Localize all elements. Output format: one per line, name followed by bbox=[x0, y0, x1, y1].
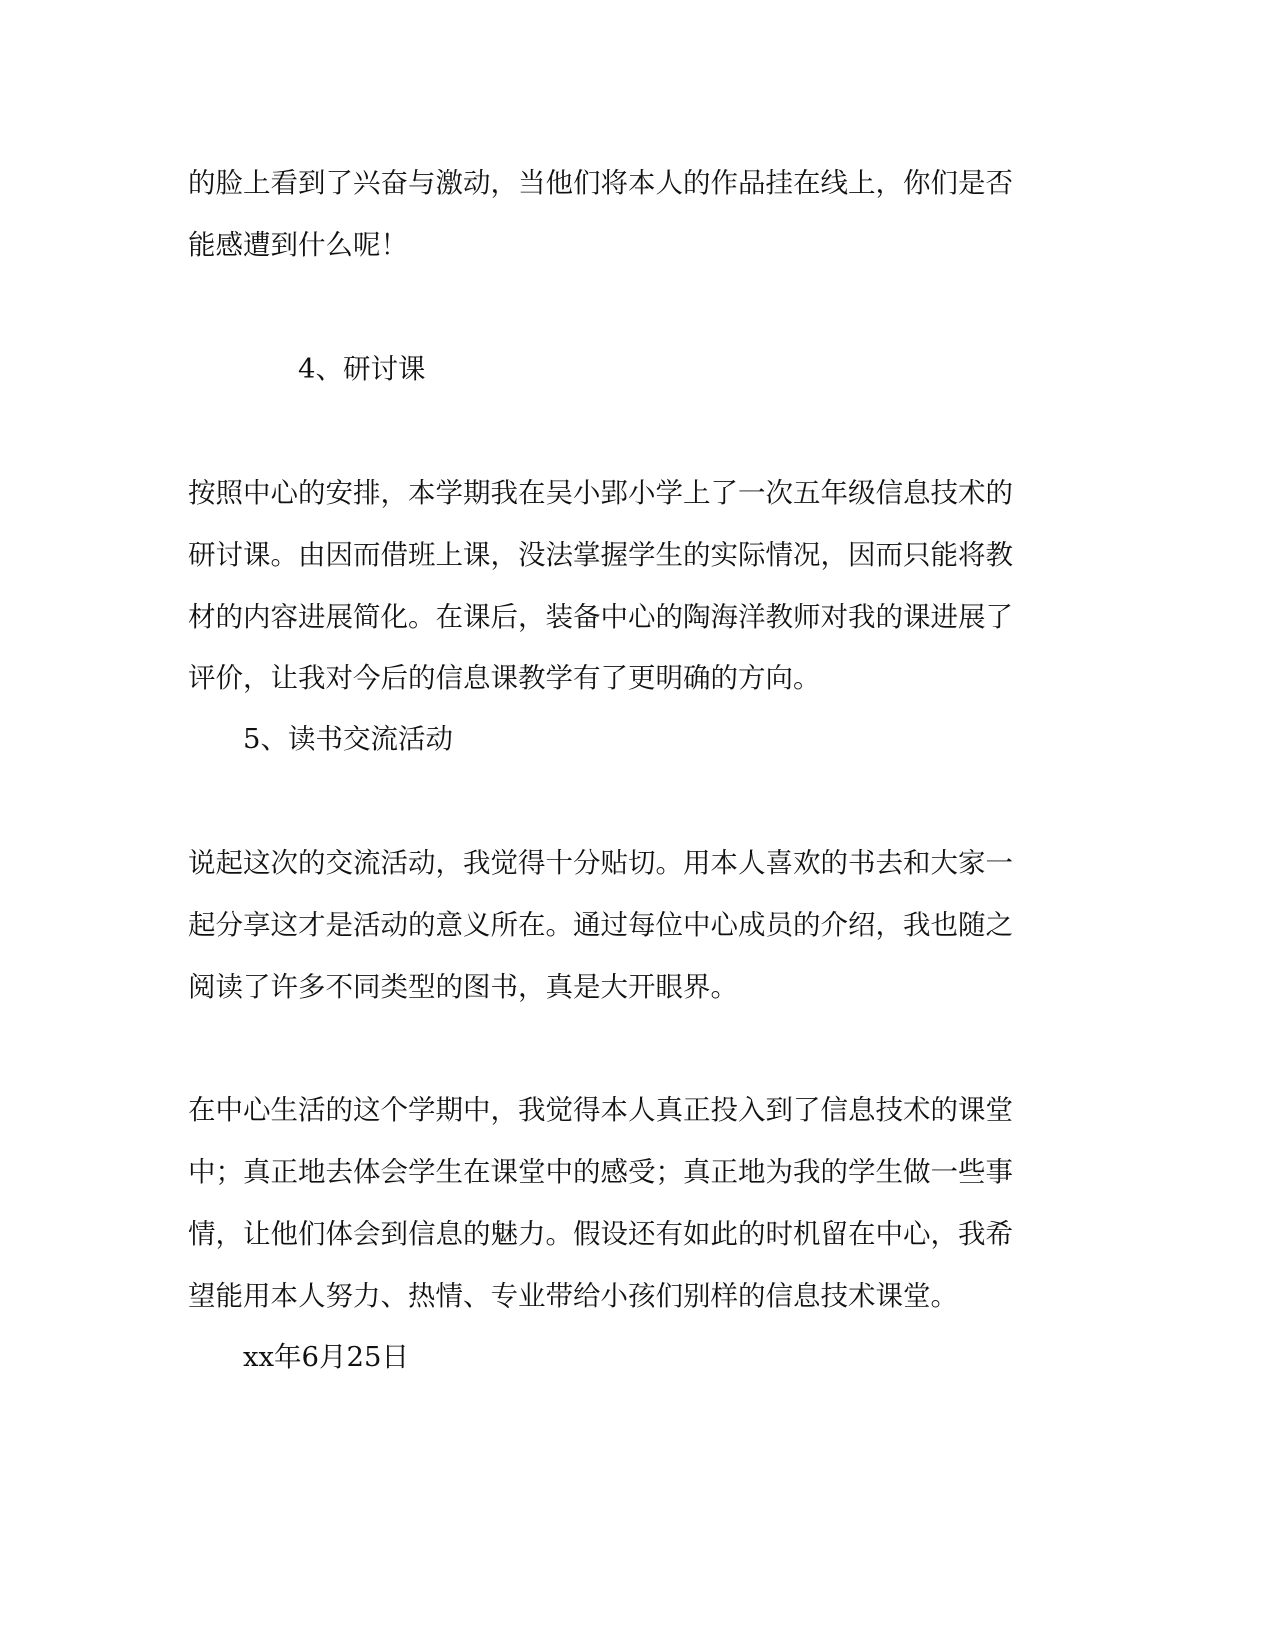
paragraph-line: 研讨课。由因而借班上课，没法掌握学生的实际情况，因而只能将教 bbox=[188, 539, 1013, 571]
paragraph-line: 评价，让我对今后的信息课教学有了更明确的方向。 bbox=[188, 662, 821, 694]
paragraph-line: 说起这次的交流活动，我觉得十分贴切。用本人喜欢的书去和大家一 bbox=[188, 847, 1013, 879]
paragraph-line: 起分享这才是活动的意义所在。通过每位中心成员的介绍，我也随之 bbox=[188, 909, 1013, 941]
paragraph-line: 的脸上看到了兴奋与激动，当他们将本人的作品挂在线上，你们是否 bbox=[188, 167, 1013, 199]
paragraph-line: 望能用本人努力、热情、专业带给小孩们别样的信息技术课堂。 bbox=[188, 1280, 958, 1312]
paragraph-line: 能感遭到什么呢！ bbox=[188, 229, 408, 261]
date-line: xx年6月25日 bbox=[243, 1341, 410, 1373]
paragraph-line: 阅读了许多不同类型的图书，真是大开眼界。 bbox=[188, 971, 738, 1003]
paragraph-line: 材的内容进展简化。在课后，装备中心的陶海洋教师对我的课进展了 bbox=[188, 601, 1013, 633]
paragraph-line: 情，让他们体会到信息的魅力。假设还有如此的时机留在中心，我希 bbox=[188, 1218, 1013, 1250]
section-heading: 4、研讨课 bbox=[298, 353, 426, 385]
paragraph-line: 中；真正地去体会学生在课堂中的感受；真正地为我的学生做一些事 bbox=[188, 1156, 1013, 1188]
paragraph-line: 在中心生活的这个学期中，我觉得本人真正投入到了信息技术的课堂 bbox=[188, 1094, 1013, 1126]
paragraph-line: 按照中心的安排，本学期我在吴小郢小学上了一次五年级信息技术的 bbox=[188, 477, 1013, 509]
section-heading: 5、读书交流活动 bbox=[243, 723, 453, 755]
